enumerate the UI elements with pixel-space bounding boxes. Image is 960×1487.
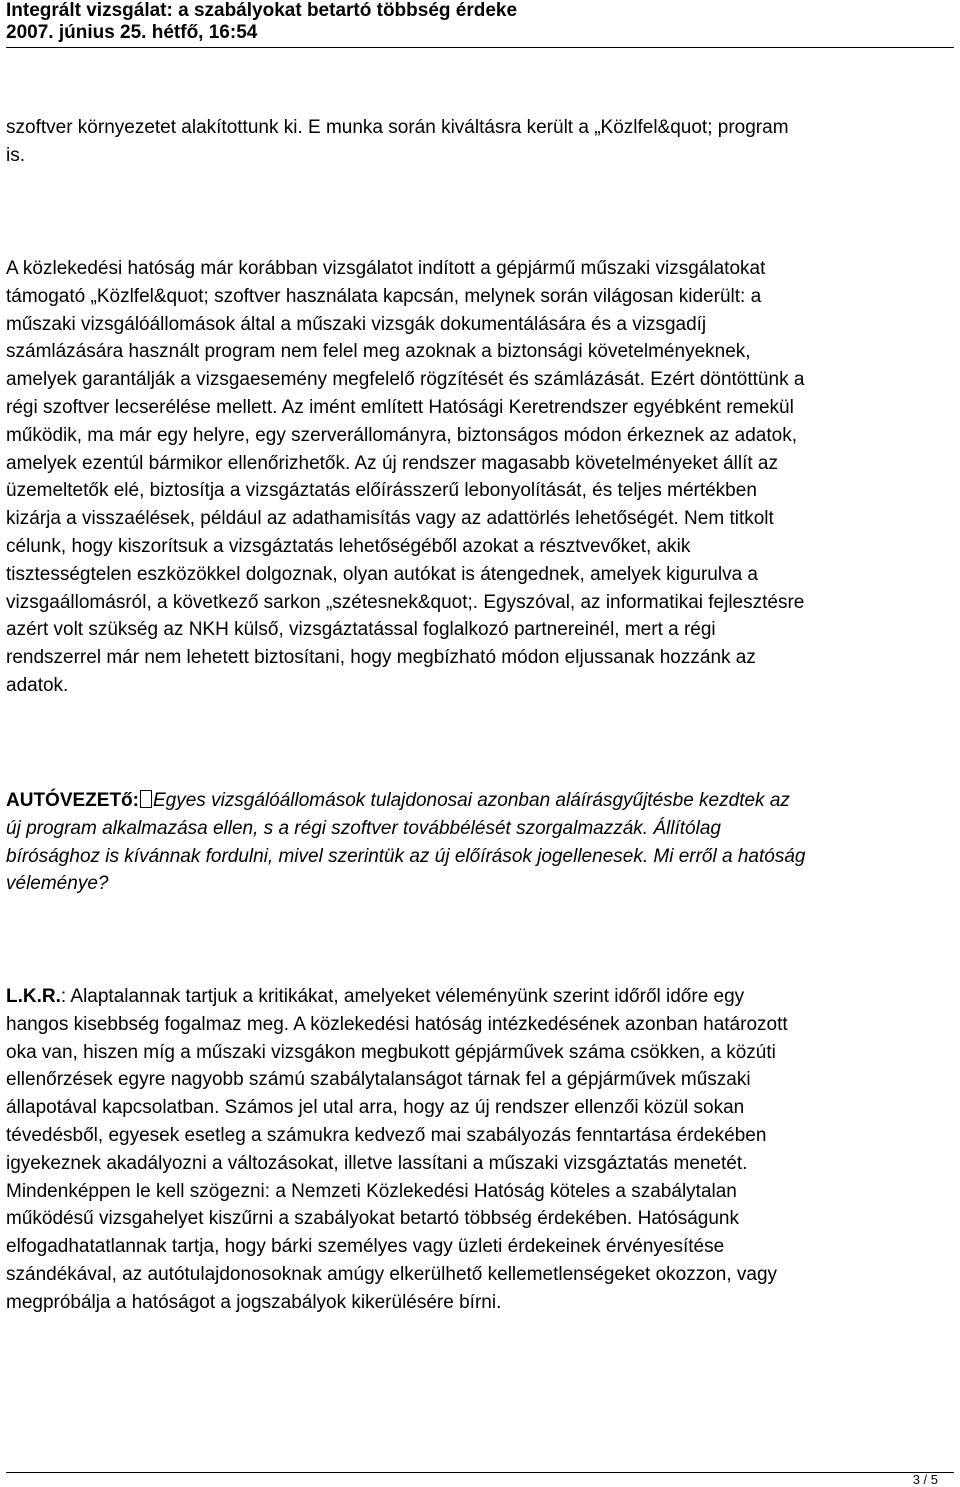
paragraph-intro: szoftver környezetet alakítottunk ki. E munka során kiváltásra került a „Közlfel&quot; program is. (6, 117, 789, 166)
question-speaker: AUTÓVEZETő: (6, 790, 139, 811)
paragraph-software-replacement: A közlekedési hatóság már korábban vizsgálatot indított a gépjármű műszaki vizsgálatokat támogató „Közlfel&quot; szoftver használata kapcsán, melynek során világosan kiderült: a műszaki vizsgálóállomások által a műszaki vizsgák dokumentálására és a vizsgadíj számlázására használt program nem felel meg azoknak a biztonsági követelményeknek, amelyek garantálják a vizsgaesemény megfelelő rögzítését és számlázását. Ezért döntöttünk a régi szoftver lecserélése mellett. Az imént említett Hatósági Keretrendszer egyébként remekül működik, ma már egy helyre, egy szerverállományra, biztonságos módon érkeznek az adatok, amelyek ezentúl bármikor ellenőrizhetők. Az új rendszer magasabb követelményeket állít az üzemeltetők elé, biztosítja a vizsgáztatás előírásszerű lebonyolítását, és teljes mértékben kizárja a visszaélések, például az adathamisítás vagy az adattörlés lehetőségét. Nem titkolt célunk, hogy kiszorítsuk a vizsgáztatás lehetőségéből azokat a résztvevőket, akik tisztességtelen eszközökkel dolgoznak, olyan autókat is átengednek, amelyek kigurulva a vizsgaállomásról, a következő sarkon „szétesnek&quot;. Egyszóval, az informatikai fejlesztésre azért volt szükség az NKH külső, vizsgáztatással foglalkozó partnereinél, mert a régi rendszerrel már nem lehetett biztosítani, hogy megbízható módon eljussanak hozzánk az adatok. (6, 258, 805, 696)
document-date: 2007. június 25. hétfő, 16:54 (6, 22, 258, 43)
question-text: Egyes vizsgálóállomások tulajdonosai azonban aláírásgyűjtésbe kezdtek az új program alkalmazása ellen, s a régi szoftver továbbélését szorgalmazzák. Állítólag bírósághoz is kívánnak fordulni, mivel szerintük az új előírások jogellenesek. Mi erről a hatóság véleménye? (6, 790, 806, 895)
answer-text: : Alaptalannak tartjuk a kritikákat, amelyeket véleményünk szerint időről időre egy hangos kisebbség fogalmaz meg. A közlekedési hatóság intézkedésének azonban határozott oka van, hiszen míg a műszaki vizsgákon megbukott gépjárművek száma csökken, a közúti ellenőrzések egyre nagyobb számú szabálytalanságot tárnak fel a gépjárművek műszaki állapotával kapcsolatban. Számos jel utal arra, hogy az új rendszer ellenzői közül sokan tévedésből, egyesek esetleg a számukra kedvező mai szabályozás fenntartása érdekében igyekeznek akadályozni a változásokat, illetve lassítani a műszaki vizsgáztatás menetét. Mindenképpen le kell szögezni: a Nemzeti Közlekedési Hatóság köteles a szabálytalan működésű vizsgahelyet kiszűrni a szabályokat betartó többség érdekében. Hatóságunk elfogadhatatlannak tartja, hogy bárki személyes vagy üzleti érdekeinek érvényesítése szándékával, az autótulajdonosoknak amúgy elkerülhető kellemetlenségeket okozzon, vagy megpróbálja a hatóságot a jogszabályok kikerülésére bírni. (6, 986, 788, 1313)
question-box-glyph (140, 790, 152, 808)
answer-speaker: L.K.R. (6, 986, 61, 1007)
header-divider (6, 47, 954, 48)
footer-divider (6, 1472, 954, 1473)
document-title: Integrált vizsgálat: a szabályokat betartó többség érdeke (6, 0, 518, 21)
interview-answer (6, 983, 956, 1317)
page-header (6, 0, 956, 44)
page-number: 3 / 5 (912, 1472, 938, 1487)
interview-question (6, 787, 956, 898)
